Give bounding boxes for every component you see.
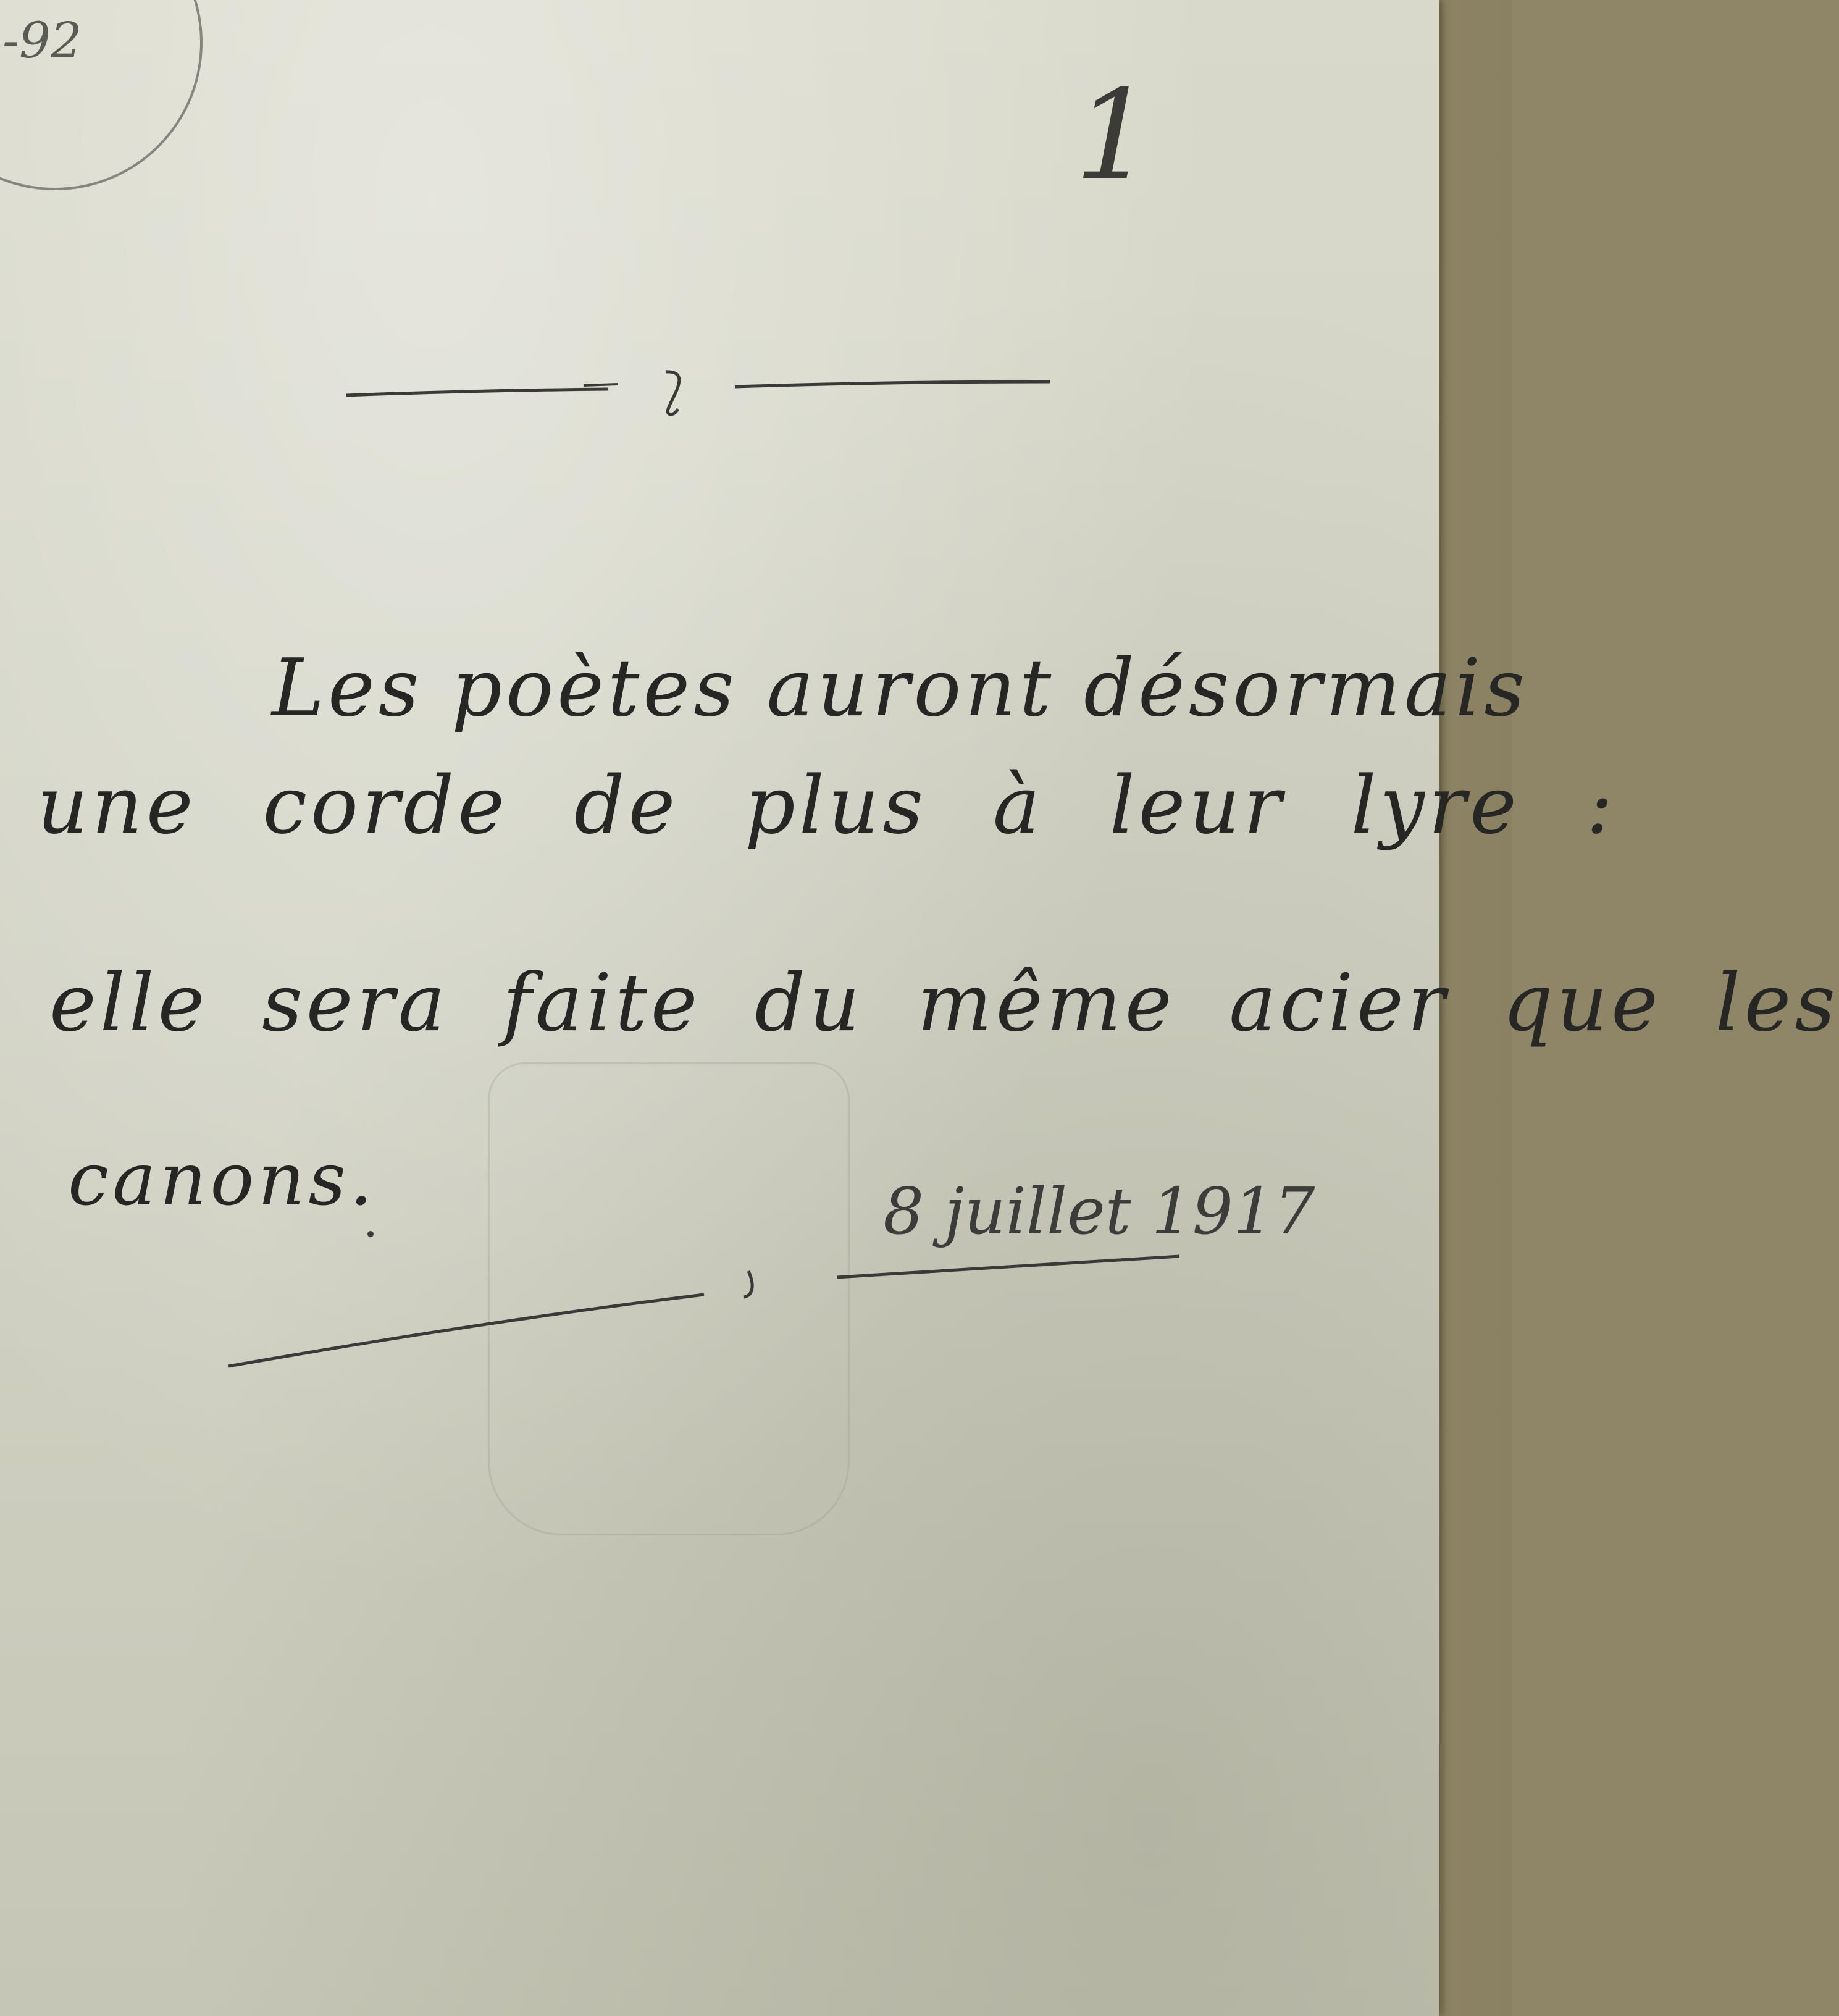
poem-line-2: une corde de plus à leur lyre : <box>37 760 1617 852</box>
top-rule-left <box>346 389 608 395</box>
poem-line-1: Les poètes auront désormais <box>272 642 1528 734</box>
poem-line-4: canons. <box>68 1136 377 1222</box>
top-rule-left-stub <box>584 384 618 385</box>
bottom-rule-left <box>228 1295 704 1366</box>
top-ornament <box>666 372 679 414</box>
bottom-rule-right <box>837 1256 1179 1277</box>
ink-dot <box>367 1231 374 1237</box>
poem-line-3: elle sera faite du même acier que les <box>49 957 1839 1049</box>
folio-number: 1 <box>1074 64 1154 208</box>
bottom-ornament <box>744 1271 752 1297</box>
stamp-text: -92 <box>2 12 82 69</box>
top-rule-right <box>735 382 1050 387</box>
signature-date: 8 juillet 1917 <box>883 1174 1315 1249</box>
